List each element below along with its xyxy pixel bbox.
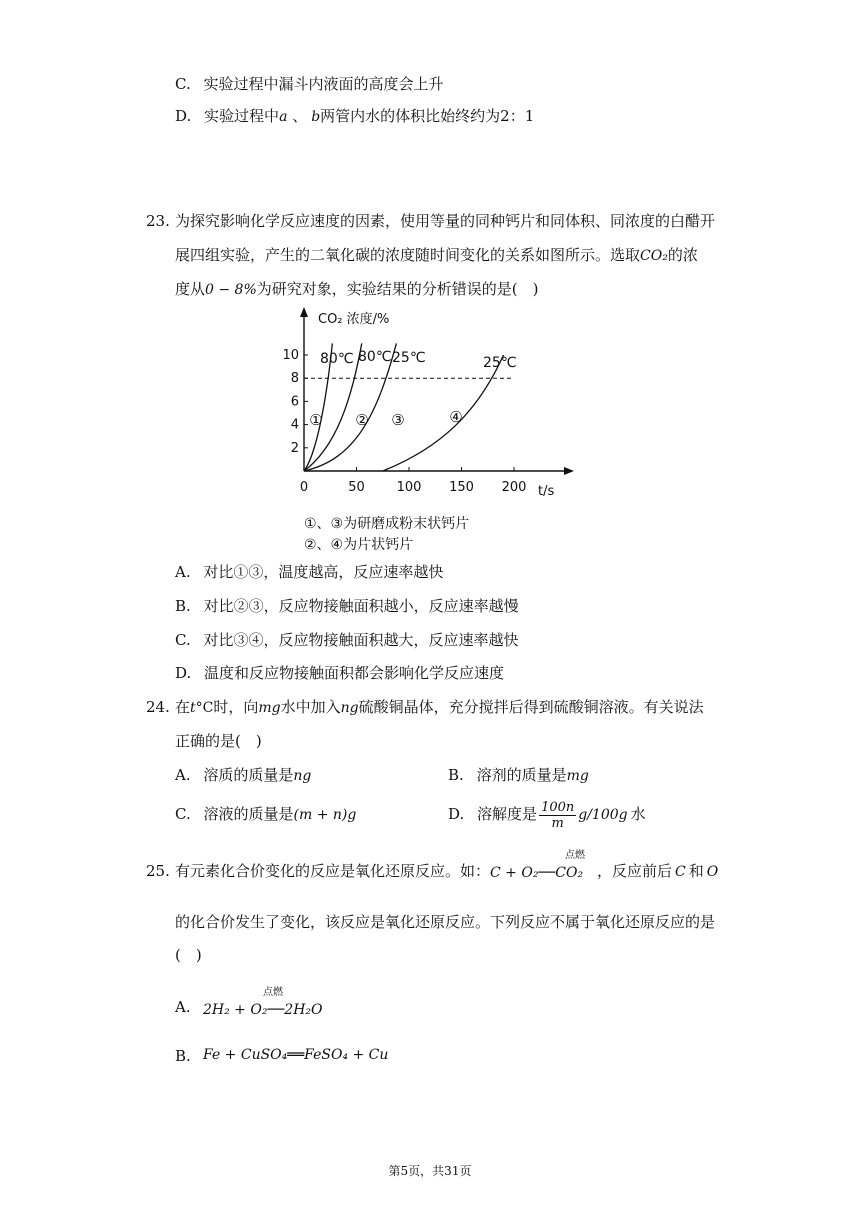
y-tick-label: 2 [290,440,299,456]
series-marker-4: ④ [449,408,463,426]
page-footer: 第5页，共31页 [388,1164,472,1178]
q25-line1: 有元素化合价变化的反应是氧化还原反应。如： [175,862,491,880]
q24-option-b: B. 溶剂的质量是mg [448,766,589,784]
q25-option-a-condition: 点燃 [263,987,283,998]
q25-example-equation: C + O₂──CO₂ [490,865,584,881]
series-temp-label-1: 80℃ [320,351,354,367]
q23-option-c: C. 对比③④，反应物接触面积越大，反应速率越快 [175,631,519,649]
x-tick-label: 50 [348,480,365,495]
q23-number: 23. [146,212,170,230]
series-marker-1: ① [309,411,323,429]
q23-line1: 为探究影响化学反应速度的因素，使用等量的同种钙片和同体积、同浓度的白醋开 [175,212,716,230]
series-marker-2: ② [355,411,369,429]
q22-option-d: D. 实验过程中a 、 b两管内水的体积比始终约为2：1 [175,107,535,125]
q23-option-b: B. 对比②③，反应物接触面积越小，反应速率越慢 [175,597,519,615]
chart-caption-tablet: ②、④为片状钙片 [304,537,414,553]
y-axis-label: CO₂ 浓度/% [318,312,390,327]
q23-line3: 度从0 − 8%为研究对象，实验结果的分析错误的是( ) [175,280,539,298]
q23-line2: 展四组实验，产生的二氧化碳的浓度随时间变化的关系如图所示。选取CO₂的浓 [175,246,698,264]
q24-line1: 在t°C时，向mg水中加入ng硫酸铜晶体，充分搅拌后得到硫酸铜溶液。有关说法 [175,698,704,716]
series-temp-label-2: 80℃ [358,349,392,365]
q25-line3: ( ) [175,946,202,964]
q24-option-d: D. 溶解度是 $\frac{100n}{m}$ g/100g 水 [448,799,646,831]
y-tick-label: 10 [282,348,299,363]
q25-number: 25. [146,862,170,880]
y-tick-label: 4 [290,417,299,433]
q23-option-d: D. 温度和反应物接触面积都会影响化学反应速度 [175,664,505,682]
q25-option-b-equation: Fe + CuSO₄══FeSO₄ + Cu [203,1047,389,1063]
q25-reaction-condition: 点燃 [565,850,585,861]
q25-option-b-letter: B. [175,1047,191,1065]
y-tick-label: 8 [290,371,299,387]
chart-caption-powder: ①、③为研磨成粉末状钙片 [304,516,470,532]
x-tick-label: 100 [396,480,422,495]
x-tick-label: 150 [449,480,474,495]
q22-option-c: C. 实验过程中漏斗内液面的高度会上升 [175,75,444,93]
y-axis-arrow [300,307,308,317]
chart-labels [304,311,554,553]
series-temp-label-4: 25℃ [483,355,517,371]
solubility-fraction: $\frac{100n}{m}$ [541,799,575,831]
series-temp-label-3: 25℃ [392,350,426,366]
x-tick-label: 200 [501,480,527,495]
q23-option-a: A. 对比①③，温度越高，反应速率越快 [175,563,444,581]
q24-number: 24. [146,698,170,716]
q24-line2: 正确的是( ) [175,732,262,750]
co2-concentration-chart [280,305,590,560]
q25-option-a-equation: 2H₂ + O₂──2H₂O [203,1002,323,1018]
q25-option-a-letter: A. [175,998,191,1016]
y-tick-label: 6 [290,394,299,410]
x-tick-label: 0 [299,480,309,495]
q24-option-a: A. 溶质的质量是ng [175,766,312,784]
series-marker-3: ③ [391,411,405,429]
q24-option-c: C. 溶液的质量是(m + n)g [175,805,357,823]
q25-line2: 的化合价发生了变化，该反应是氧化还原反应。下列反应不属于氧化还原反应的是 [175,913,716,931]
q25-line1-tail: ，反应前后 C 和 O [597,862,719,880]
chart-axes [300,307,574,475]
x-axis-arrow [564,467,574,475]
x-axis-label: t/s [538,484,555,499]
